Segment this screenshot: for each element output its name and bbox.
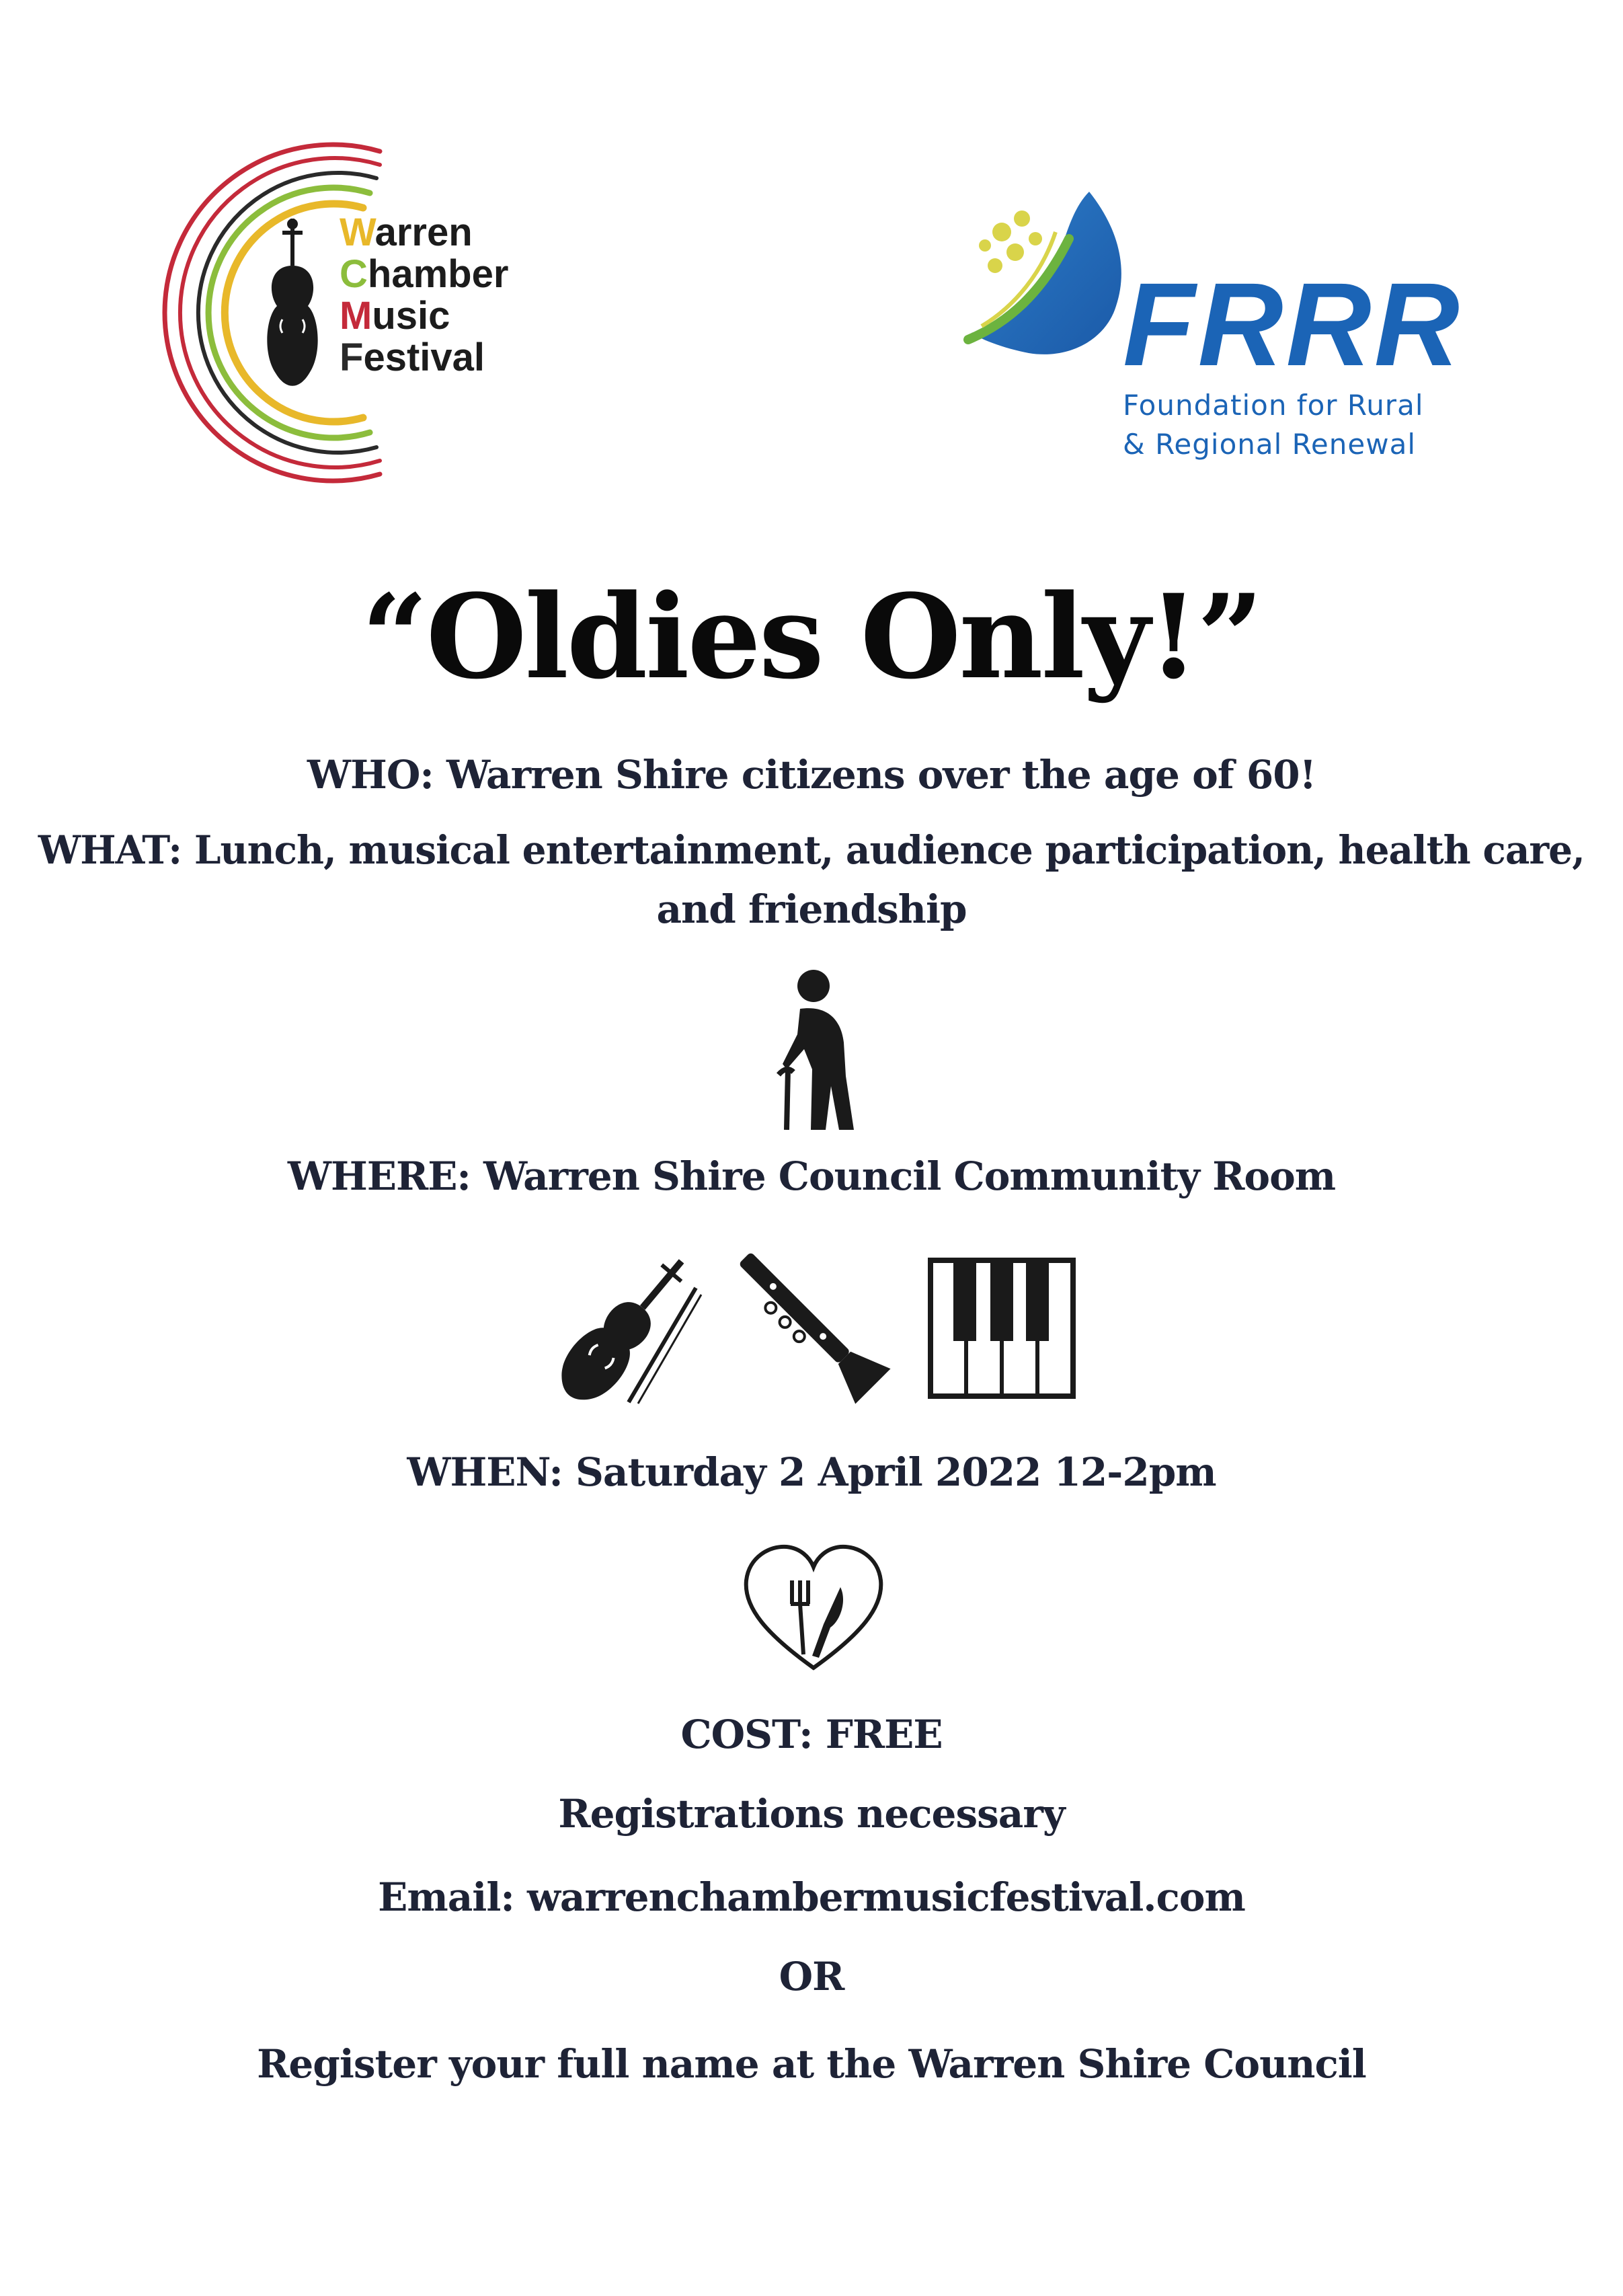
violin-icon — [262, 219, 323, 393]
warren-logo-line-1: Warren — [340, 211, 473, 254]
register-alt-line: Register your full name at the Warren Shire Council — [257, 2041, 1366, 2087]
warren-logo-arcs — [138, 138, 514, 488]
or-line: OR — [779, 1954, 844, 1999]
what-line-1: WHAT: Lunch, musical entertainment, audience participation, health care, — [38, 827, 1585, 873]
frrr-leaf-icon — [961, 185, 1136, 373]
warren-chamber-music-festival-logo — [138, 138, 514, 488]
warren-logo-line-4: Festival — [340, 336, 485, 379]
where-line: WHERE: Warren Shire Council Community Room — [287, 1153, 1336, 1199]
elderly-person-icon — [760, 968, 867, 1130]
heart-cutlery-icon — [740, 1540, 887, 1675]
warren-logo-line-2: Chamber — [340, 252, 509, 296]
registration-line: Registrations necessary — [558, 1791, 1065, 1837]
frrr-tagline-line-1: Foundation for Rural — [1123, 389, 1424, 422]
clarinet-icon — [729, 1243, 898, 1411]
what-line-2: and friendship — [656, 886, 967, 932]
when-line: WHEN: Saturday 2 April 2022 12-2pm — [407, 1449, 1216, 1495]
who-line: WHO: Warren Shire citizens over the age of 60! — [307, 752, 1316, 798]
violin-icon — [548, 1248, 703, 1409]
frrr-tagline-line-2: & Regional Renewal — [1123, 428, 1416, 461]
email-line: Email: warrenchambermusicfestival.com — [378, 1874, 1245, 1920]
warren-logo-line-3: Music — [340, 294, 450, 338]
page-title: “Oldies Only!” — [361, 568, 1262, 705]
frrr-wordmark: FRRR — [1123, 259, 1462, 391]
cost-line: COST: FREE — [680, 1712, 943, 1757]
piano-keys-icon — [928, 1258, 1076, 1399]
frrr-logo — [961, 185, 1486, 481]
